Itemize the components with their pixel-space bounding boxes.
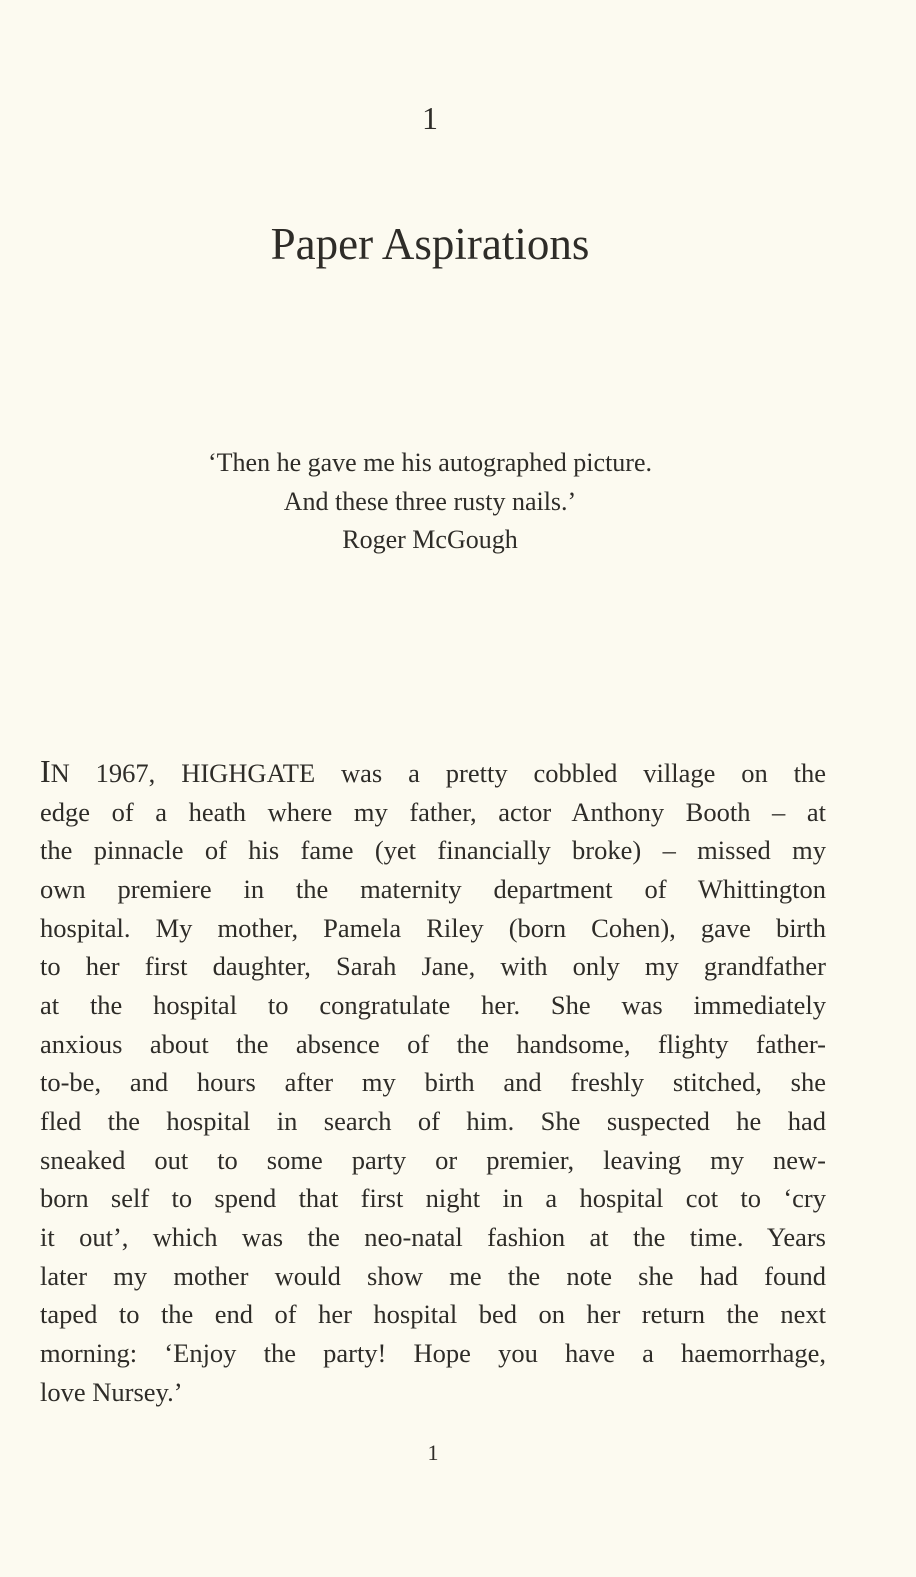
body-line: fled the hospital in search of him. She suspected he had	[40, 1105, 826, 1136]
body-line: taped to the end of her hospital bed on her return the next	[40, 1299, 826, 1330]
body-text	[40, 752, 826, 1411]
chapter-number: 1	[422, 100, 438, 136]
body-line: to-be, and hours after my birth and freshly stitched, she	[40, 1067, 826, 1098]
body-line: it out’, which was the neo-natal fashion at the time. Years	[40, 1221, 826, 1252]
body-line: edge of a heath where my father, actor Anthony Booth – at	[40, 796, 826, 827]
body-line: to her first daughter, Sarah Jane, with only my grandfather	[40, 951, 826, 982]
chapter-title: Paper Aspirations	[270, 219, 590, 269]
body-line: IN 1967, HIGHGATE was a pretty cobbled village on the	[40, 753, 826, 789]
body-line: at the hospital to congratulate her. She was immediately	[40, 989, 826, 1020]
body-line: love Nursey.’	[40, 1376, 183, 1407]
body-line: born self to spend that first night in a hospital cot to ‘cry	[40, 1183, 826, 1214]
epigraph-line: And these three rusty nails.’	[283, 487, 577, 516]
epigraph-author: Roger McGough	[342, 525, 518, 554]
body-line: anxious about the absence of the handsome, flighty father-	[40, 1028, 826, 1059]
body-line: later my mother would show me the note she had found	[40, 1260, 826, 1291]
body-line: own premiere in the maternity department of Whittington	[40, 873, 826, 904]
page-number: 1	[427, 1440, 439, 1465]
epigraph-line: ‘Then he gave me his autographed picture.	[208, 448, 652, 477]
body-line: morning: ‘Enjoy the party! Hope you have a haemorrhage,	[40, 1337, 826, 1368]
body-line: hospital. My mother, Pamela Riley (born Cohen), gave birth	[40, 912, 826, 943]
body-line: the pinnacle of his fame (yet financially broke) – missed my	[40, 835, 826, 866]
body-line: sneaked out to some party or premier, leaving my new-	[40, 1144, 826, 1175]
